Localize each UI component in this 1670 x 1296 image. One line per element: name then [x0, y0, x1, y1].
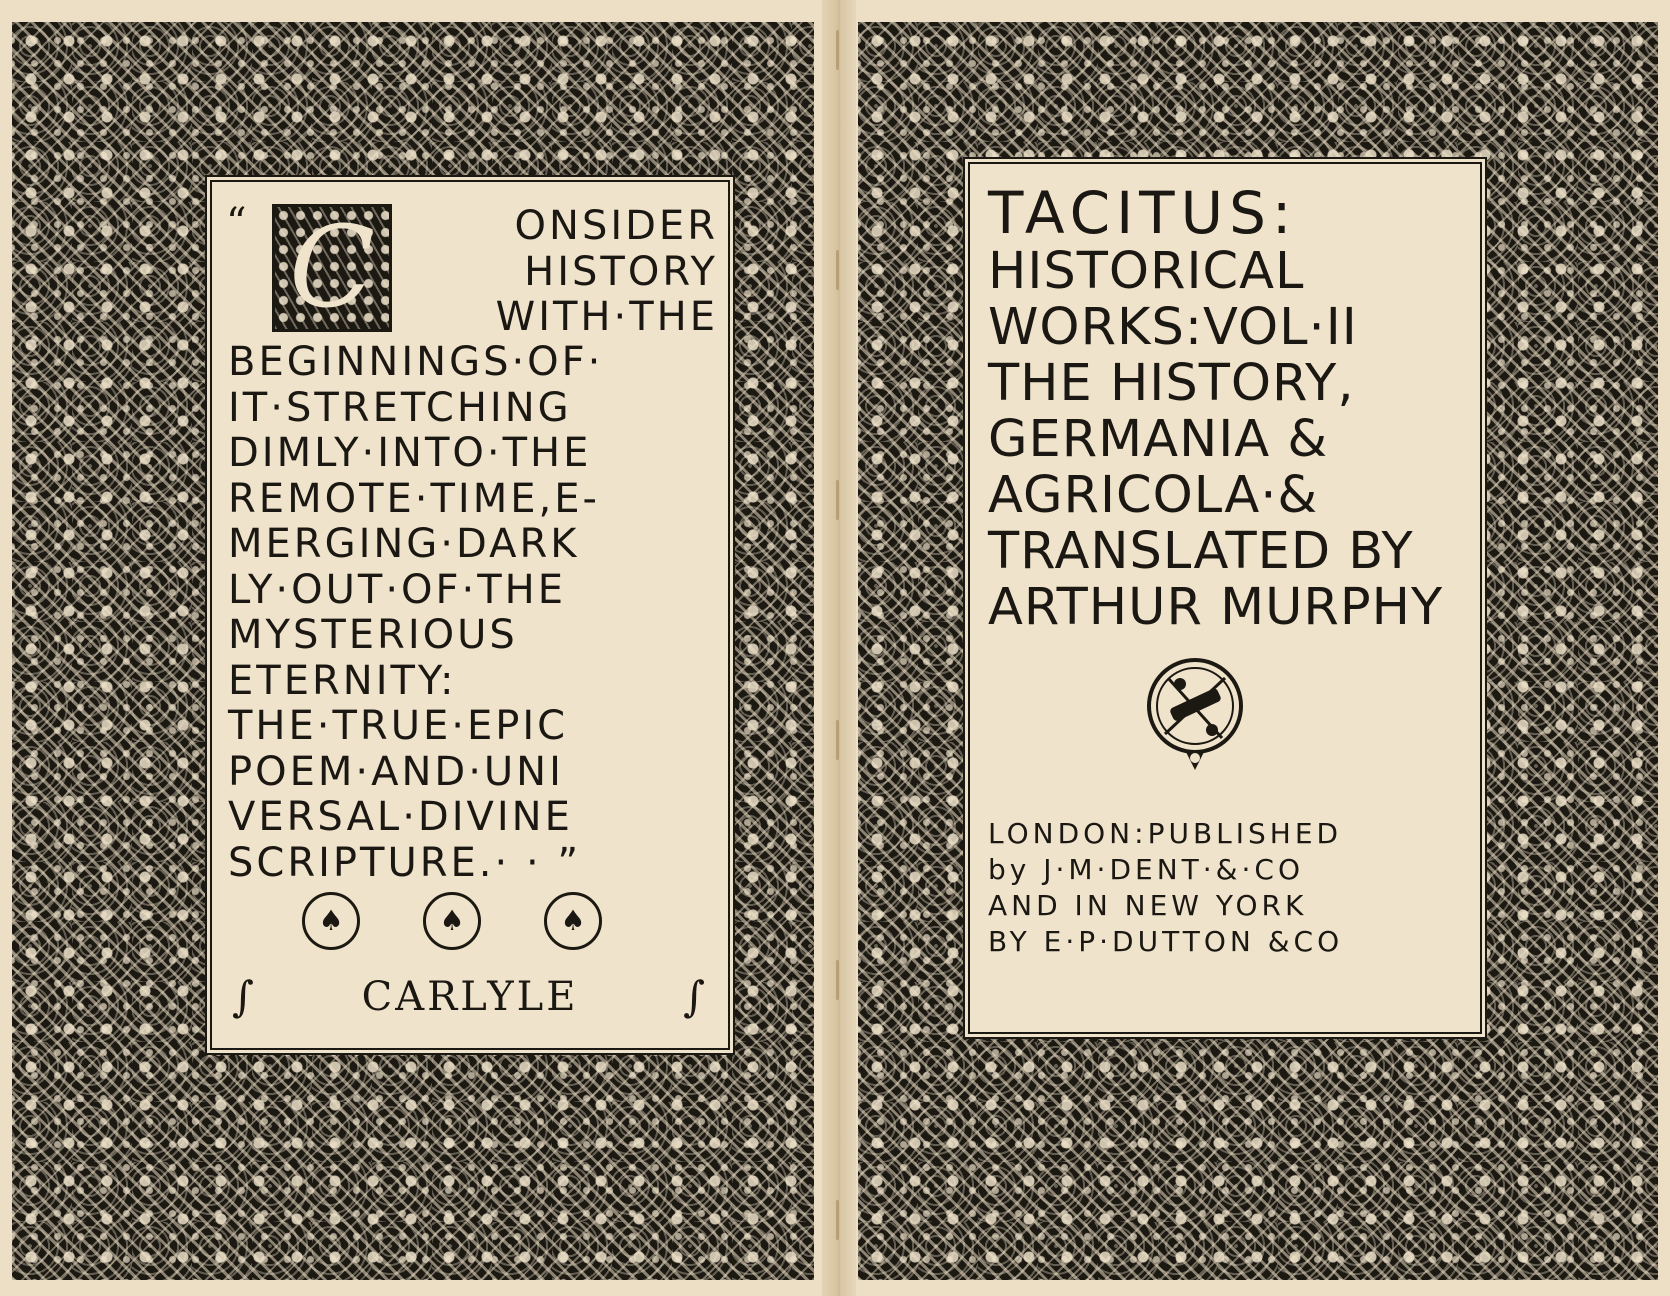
leaf-ornament-icon: ♠	[544, 892, 602, 950]
quote-line: WITH·THE	[495, 294, 718, 340]
title-line: AGRICOLA·&	[988, 466, 1319, 525]
binding-stitch	[836, 30, 839, 70]
quote-line: MYSTERIOUS	[228, 612, 518, 658]
flourish-icon: ∫	[683, 972, 708, 1021]
book-title	[988, 179, 1466, 637]
imprint-line: AND IN NEW YORK	[988, 889, 1308, 922]
quote-line: IT·STRETCHING	[228, 384, 572, 431]
quote-line: POEM·AND·UNI	[228, 748, 564, 795]
quote-line: VERSAL·DIVINE	[228, 794, 573, 840]
title-line: TRANSLATED BY	[988, 522, 1414, 581]
right-page-ornamental-border	[858, 22, 1658, 1280]
title-line: WORKS:VOL·II	[988, 298, 1358, 357]
quote-body	[228, 340, 718, 886]
title-page-panel	[970, 164, 1480, 1032]
quote-line: ETERNITY:	[228, 657, 457, 704]
quote-line: ONSIDER	[514, 203, 718, 249]
quote-line: DIMLY·INTO·THE	[228, 430, 592, 476]
illuminated-drop-cap: C	[272, 204, 392, 332]
title-line: GERMANIA &	[988, 410, 1329, 469]
leaf-ornament-row	[302, 892, 602, 950]
title-line: THE HISTORY,	[988, 354, 1355, 413]
left-page-text-panel	[212, 182, 728, 1048]
title-line: HISTORICAL	[988, 242, 1305, 301]
title-line: ARTHUR MURPHY	[988, 578, 1444, 637]
binding-stitch	[836, 720, 839, 760]
quote-line: BEGINNINGS·OF·	[228, 339, 604, 385]
quote-line: SCRIPTURE.· · ”	[228, 839, 582, 886]
binding-stitch	[836, 960, 839, 1000]
publisher-emblem-icon	[1140, 654, 1250, 774]
quote-attribution	[232, 972, 708, 1021]
opening-quote-mark: “	[226, 200, 247, 246]
book-gutter	[822, 0, 856, 1296]
quote-line: REMOTE·TIME,E-	[228, 475, 600, 522]
flourish-icon: ∫	[232, 972, 257, 1021]
binding-stitch	[836, 480, 839, 520]
quote-first-lines	[402, 204, 718, 341]
binding-stitch	[836, 1200, 839, 1240]
left-page-ornamental-border	[12, 22, 814, 1280]
imprint-line: LONDON:PUBLISHED	[988, 817, 1343, 850]
quote-line: LY·OUT·OF·THE	[228, 566, 567, 613]
quote-line: THE·TRUE·EPIC	[228, 703, 569, 749]
imprint-line: by J·M·DENT·&·CO	[988, 853, 1304, 886]
imprint-line: BY E·P·DUTTON &CO	[988, 925, 1344, 958]
quote-line: HISTORY	[524, 248, 718, 295]
publisher-imprint	[988, 816, 1466, 960]
leaf-ornament-icon: ♠	[423, 892, 481, 950]
author-signature: CARLYLE	[361, 973, 579, 1020]
leaf-ornament-icon: ♠	[302, 892, 360, 950]
quote-line: MERGING·DARK	[228, 521, 580, 567]
title-line: TACITUS:	[988, 179, 1298, 247]
binding-stitch	[836, 250, 839, 290]
